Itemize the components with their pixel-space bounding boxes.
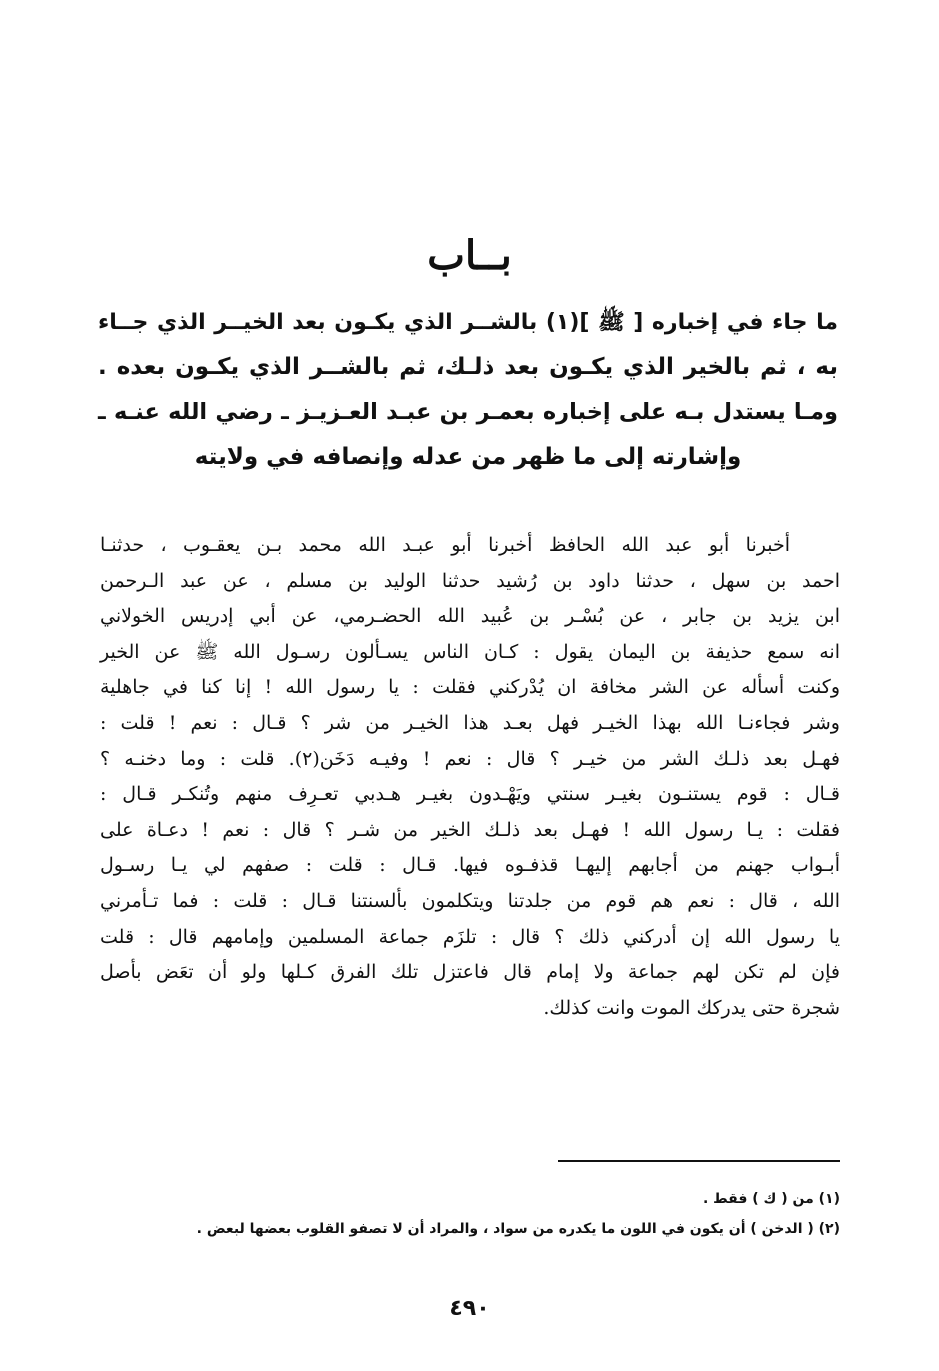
page-number: ٤٩٠ <box>449 1296 490 1321</box>
body-line: الله ، قال : نعم هم قوم من جلدتنا ويتكلمون بألسنتنا قـال : قلت : فما تـأمرني <box>100 889 840 912</box>
body-line: يا رسول الله إن أدركني ذلك ؟ قال : تلزَم جماعة المسلمين وإمامهم قال : قلت <box>100 925 840 948</box>
body-line: احمد بن سهل ، حدثنا داود بن رُشيد حدثنا الوليد بن مسلم ، عن عبد الـرحمن <box>100 569 840 592</box>
body-line: ابن يزيد بن جابر ، عن بُسْـر بن عُبيد الله الحضـرمي، عن أبي إدريس الخولاني <box>100 605 840 628</box>
body-line: وشر فجاءنـا الله بهذا الخيـر فهل بعـد هذا الخيـر من شر ؟ قـال : نعم ! قلت : <box>100 711 840 734</box>
hadith-text <box>100 528 840 1026</box>
chapter-title: بــاب <box>427 232 512 279</box>
heading-line: به ، ثم بالخير الذي يكـون بعد ذلـك، ثم بالشــر الذي يكـون بعده . <box>98 354 838 380</box>
body-line: فإن لم تكن لهم جماعة ولا إمام قال فاعتزل تلك الفرق كـلها ولو أن تعَض بأصل <box>100 961 840 984</box>
body-line: شجرة حتى يدركك الموت وانت كذلك. <box>543 996 840 1019</box>
body-line: أبـواب جهنم من أجابهم إليهـا قذفـوه فيها. قـال : قلت : صفهم لي يـا رسـول <box>100 854 840 877</box>
body-line: قـال : قوم يستنـون بغيـر سنتي ويَهْـدون بغيـر هـدبي تعـرِف منهم وتُنكـر قـال : <box>100 783 840 806</box>
heading-line: وإشارته إلى ما ظهر من عدله وإنصافه في ولايته <box>194 444 742 470</box>
heading-line: ما جاء في إخباره [ ﷺ ](١) بالشــر الذي يكـون بعد الخيــر الذي جــاء <box>98 310 838 335</box>
chapter-heading <box>98 300 838 480</box>
footnotes <box>100 1184 840 1244</box>
footnote-separator <box>558 1160 840 1162</box>
body-line: فهـل بعد ذلـك الشر من خيـر ؟ قال : نعم ! وفيـه دَخَن(٢). قلت : وما دخنـه ؟ <box>100 747 841 770</box>
footnote: (٢) ( الدخن ) أن يكون في اللون ما يكدره من سواد ، والمراد أن لا تصفو القلوب بعضها لبعض . <box>196 1221 840 1237</box>
footnote: (١) من ( ك ) فقط . <box>702 1191 840 1207</box>
body-line: فقلت : يـا رسول الله ! فهـل بعد ذلـك الخير من شـر ؟ قال : نعم ! دعـاة على <box>100 818 840 841</box>
heading-line: ومـا يستدل بـه على إخباره بعمـر بن عبـد العـزيـز ـ رضي الله عنـه ـ <box>98 399 838 425</box>
body-line: وكنت أسأله عن الشر مخافة ان يُدْركني فقلت : يا رسول الله ! إنا كنا في جاهلية <box>100 676 840 699</box>
body-line: انه سمع حذيفة بن اليمان يقول : كـان الناس يسـألون رسـول الله ﷺ عن الخير <box>100 640 840 663</box>
body-line: أخبرنا أبو عبد الله الحافظ أخبرنا أبو عبـد الله محمد بـن يعقـوب ، حدثنـا <box>100 534 790 556</box>
